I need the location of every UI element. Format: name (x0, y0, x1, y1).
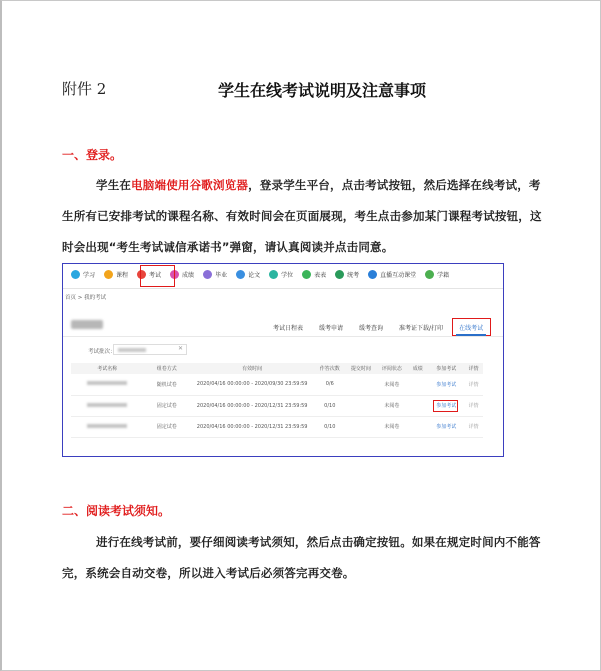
blurred-exam-name (71, 395, 143, 416)
nav-item[interactable] (302, 270, 326, 279)
section2-heading: 二、阅读考试须知。 (62, 504, 171, 518)
section1-lead: 学生在 (96, 178, 132, 192)
nav-label: 表表 (314, 271, 327, 279)
nav-divider (63, 288, 503, 289)
nav-icon (236, 270, 245, 279)
score-cell (407, 416, 428, 437)
table-row (71, 374, 483, 395)
nav-label: 毕业 (215, 271, 228, 279)
status-cell: 未阅卷 (376, 374, 407, 395)
nav-item[interactable] (203, 270, 227, 279)
nav-icon (425, 270, 434, 279)
col-join: 参加考试 (428, 363, 464, 374)
tab-online-exam[interactable]: 在线考试 (459, 325, 484, 332)
method-cell: 固定试卷 (143, 416, 190, 437)
submit-time-cell (345, 416, 376, 437)
nav-label: 直播互动课堂 (380, 271, 417, 279)
nav-item[interactable] (71, 270, 95, 279)
document-title: 学生在线考试说明及注意事项 (218, 81, 427, 100)
nav-icon (269, 270, 278, 279)
blurred-exam-name (71, 374, 143, 395)
col-review-status: 评阅状态 (376, 363, 407, 374)
tabs-divider (63, 336, 503, 337)
join-exam-link[interactable]: 参加考试 (428, 416, 464, 437)
time-cell: 2020/04/16 00:00:00 - 2020/12/31 23:59:59 (190, 416, 314, 437)
tab-defer-apply[interactable]: 缓考申请 (319, 325, 344, 332)
nav-item[interactable] (236, 270, 260, 279)
join-exam-highlight-box (433, 400, 458, 412)
nav-label: 成绩 (182, 271, 195, 279)
section1-heading: 一、登录。 (62, 148, 123, 162)
section1-paragraph (62, 170, 552, 263)
exam-screenshot (62, 263, 504, 457)
tab-exam-schedule[interactable]: 考试日程表 (273, 325, 304, 332)
blurred-course-title (71, 320, 103, 329)
nav-label: 学籍 (437, 271, 450, 279)
table-header-row (71, 363, 483, 374)
nav-icon (368, 270, 377, 279)
col-exam-name: 考试名称 (71, 363, 143, 374)
time-cell: 2020/04/16 00:00:00 - 2020/12/31 23:59:59 (190, 395, 314, 416)
col-attempts: 作答次数 (314, 363, 345, 374)
table-row (71, 416, 483, 437)
col-score: 成绩 (407, 363, 428, 374)
attempts-cell: 0/10 (314, 395, 345, 416)
status-cell: 未阅卷 (376, 416, 407, 437)
nav-icon (203, 270, 212, 279)
status-cell: 未阅卷 (376, 395, 407, 416)
blurred-batch-value (118, 348, 146, 352)
section1-rest: ，登录学生平台，点击考试按钮，然后选择在线考试，考生所有已安排考试的课程名称、有效时间会在页面展现，考生点击参加某门课程考试按钮，这时会出现“考生考试诚信承诺书”弹窗，请认真阅读并点击同意。 (62, 178, 542, 254)
top-nav (63, 264, 503, 284)
submit-time-cell (345, 374, 376, 395)
nav-label: 统考 (347, 271, 360, 279)
nav-icon (335, 270, 344, 279)
nav-label: 考试 (149, 271, 162, 279)
detail-link[interactable]: 详情 (464, 374, 483, 395)
nav-item[interactable] (269, 270, 293, 279)
score-cell (407, 395, 428, 416)
attempts-cell: 0/6 (314, 374, 345, 395)
attachment-label: 附件 2 (62, 80, 107, 98)
clear-filter-icon[interactable]: ✕ (178, 345, 184, 352)
nav-icon (71, 270, 80, 279)
nav-label: 论文 (248, 271, 261, 279)
section2-paragraph (62, 527, 552, 589)
nav-label: 学习 (83, 271, 96, 279)
tab-defer-query[interactable]: 缓考查询 (359, 325, 384, 332)
method-cell: 固定试卷 (143, 395, 190, 416)
nav-item[interactable] (104, 270, 128, 279)
nav-item[interactable] (425, 270, 449, 279)
tab-admission-ticket[interactable]: 准考证下载/打印 (399, 325, 444, 332)
join-exam-link[interactable]: 参加考试 (428, 374, 464, 395)
nav-label: 课程 (116, 271, 129, 279)
browser-highlight: 电脑端使用谷歌浏览器 (131, 178, 249, 192)
breadcrumb[interactable]: 首页 > 我的考试 (65, 295, 107, 301)
col-method: 组卷方式 (143, 363, 190, 374)
col-time: 有效时间 (190, 363, 314, 374)
detail-link[interactable]: 详情 (464, 395, 483, 416)
exam-table (71, 363, 483, 438)
time-cell: 2020/04/16 00:00:00 - 2020/09/30 23:59:59 (190, 374, 314, 395)
join-exam-link[interactable]: 参加考试 (428, 395, 464, 416)
detail-link[interactable]: 详情 (464, 416, 483, 437)
nav-icon (302, 270, 311, 279)
filter-label: 考试批次： (88, 349, 116, 355)
attempts-cell: 0/10 (314, 416, 345, 437)
score-cell (407, 374, 428, 395)
method-cell: 随机试卷 (143, 374, 190, 395)
section2-text: 进行在线考试前，要仔细阅读考试须知，然后点击确定按钮。如果在规定时间内不能答完，系统会自动交卷，所以进入考试后必须答完再交卷。 (62, 535, 541, 580)
col-detail: 详情 (464, 363, 483, 374)
exam-nav-highlight-box (140, 265, 175, 287)
submit-time-cell (345, 395, 376, 416)
blurred-exam-name (71, 416, 143, 437)
nav-icon (104, 270, 113, 279)
table-row (71, 395, 483, 416)
nav-item[interactable] (368, 270, 416, 279)
nav-item[interactable] (335, 270, 359, 279)
col-submit-time: 提交时间 (345, 363, 376, 374)
nav-label: 学位 (281, 271, 294, 279)
